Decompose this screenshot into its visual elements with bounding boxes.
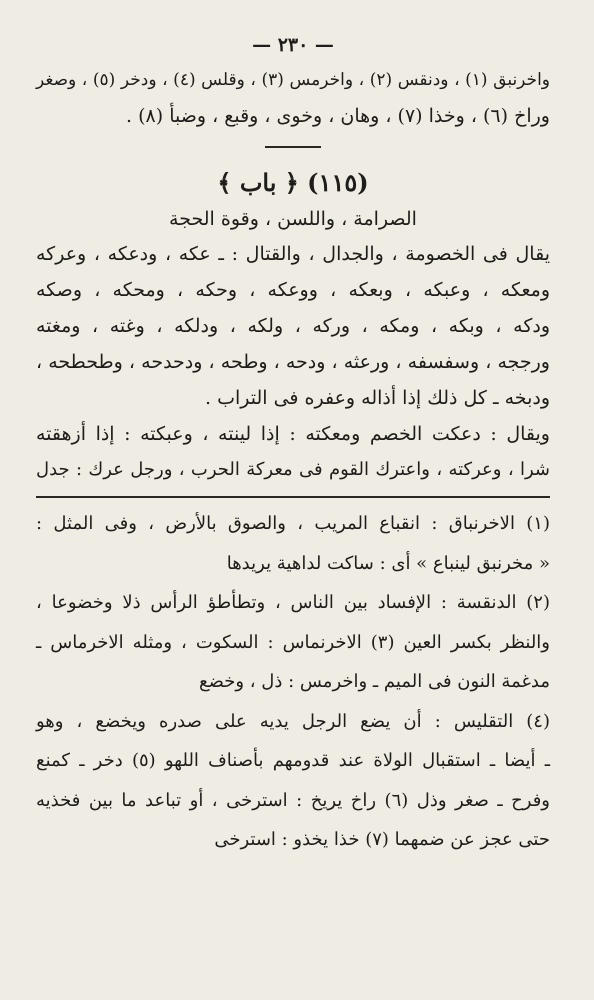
footnote-line: وفرح ـ صغر وذل (٦) راخ يريخ : استرخى ، أو تباعد ما بين فخذيه (36, 789, 551, 811)
text-line: ويقال : دعكت الخصم ومعكته : إذا لينته ، وعبكته : إذا أزهقته (36, 423, 550, 445)
footnote-line: (٢) الدنقسة : الإفساد بين الناس ، وتطأطؤ الرأس ذلا وخضوعا ، (36, 592, 550, 613)
text-line: واخرنبق (١) ، ودنقس (٢) ، واخرمس (٣) ، وقلس (٤) ، ودخر (٥) ، وصغر (36, 70, 550, 90)
text-line: شرا ، وعركته ، واعترك القوم فى معركة الحرب ، ورجل عرك : جدل (36, 459, 550, 480)
separator-rule (265, 146, 321, 148)
page-number: — ٢٣٠ — (252, 34, 334, 56)
chapter-paragraph-2 (36, 416, 550, 488)
text-line: ودكه ، وبكه ، ومكه ، وركه ، ولكه ، ودلكه ، وغته ، ومغته (36, 315, 550, 337)
footnote-line: (١) الاخرنباق : انقباع المريب ، والصوق بالأرض ، وفى المثل : (36, 513, 550, 534)
text-line: يقال فى الخصومة ، والجدال ، والقتال : ـ عكه ، ودعكه ، وعركه (36, 243, 550, 265)
chapter-heading: (١١٥) ﴿ باب ﴾ (217, 168, 369, 197)
footnote-line: حتى عجز عن ضمهما (٧) خذا يخذو : استرخى (214, 829, 550, 850)
footnote-line: والنظر بكسر العين (٣) الاخرنماس : السكوت ، ومثله الاخرماس ـ (36, 631, 550, 653)
text-line: ودبخه ـ كل ذلك إذا أذاله وعفره فى التراب . (205, 387, 550, 409)
chapter-subtitle: الصرامة ، واللسن ، وقوة الحجة (169, 208, 417, 230)
footnote-line: « مخرنبق لينباع » أى : ساكت لداهية يريدها (226, 552, 550, 574)
footnote-line: (٤) التقليس : أن يضع الرجل يديه على صدره ويخضع ، وهو (36, 710, 550, 732)
footnote-separator (36, 496, 550, 498)
footnote-line: ـ أيضا ـ استقبال الولاة عند قدومهم بأصناف اللهو (٥) دخر ـ كمنع (36, 750, 550, 771)
text-line: ورججه ، وسفسفه ، ورعثه ، ودحه ، وطحه ، ودحدحه ، وطحطحه ، (36, 351, 550, 373)
footnotes (36, 504, 550, 860)
text-line: وراخ (٦) ، وخذا (٧) ، وهان ، وخوى ، وقبع ، وضبأ (٨) . (126, 105, 550, 127)
chapter-paragraph (36, 236, 550, 416)
footnote-line: مدغمة النون فى الميم ـ واخرمس : ذل ، وخضع (199, 671, 550, 692)
text-line: ومعكه ، وعبكه ، وبعكه ، ووعكه ، وحكه ، ومحكه ، وصكه (36, 279, 550, 301)
opening-paragraph (36, 62, 550, 134)
